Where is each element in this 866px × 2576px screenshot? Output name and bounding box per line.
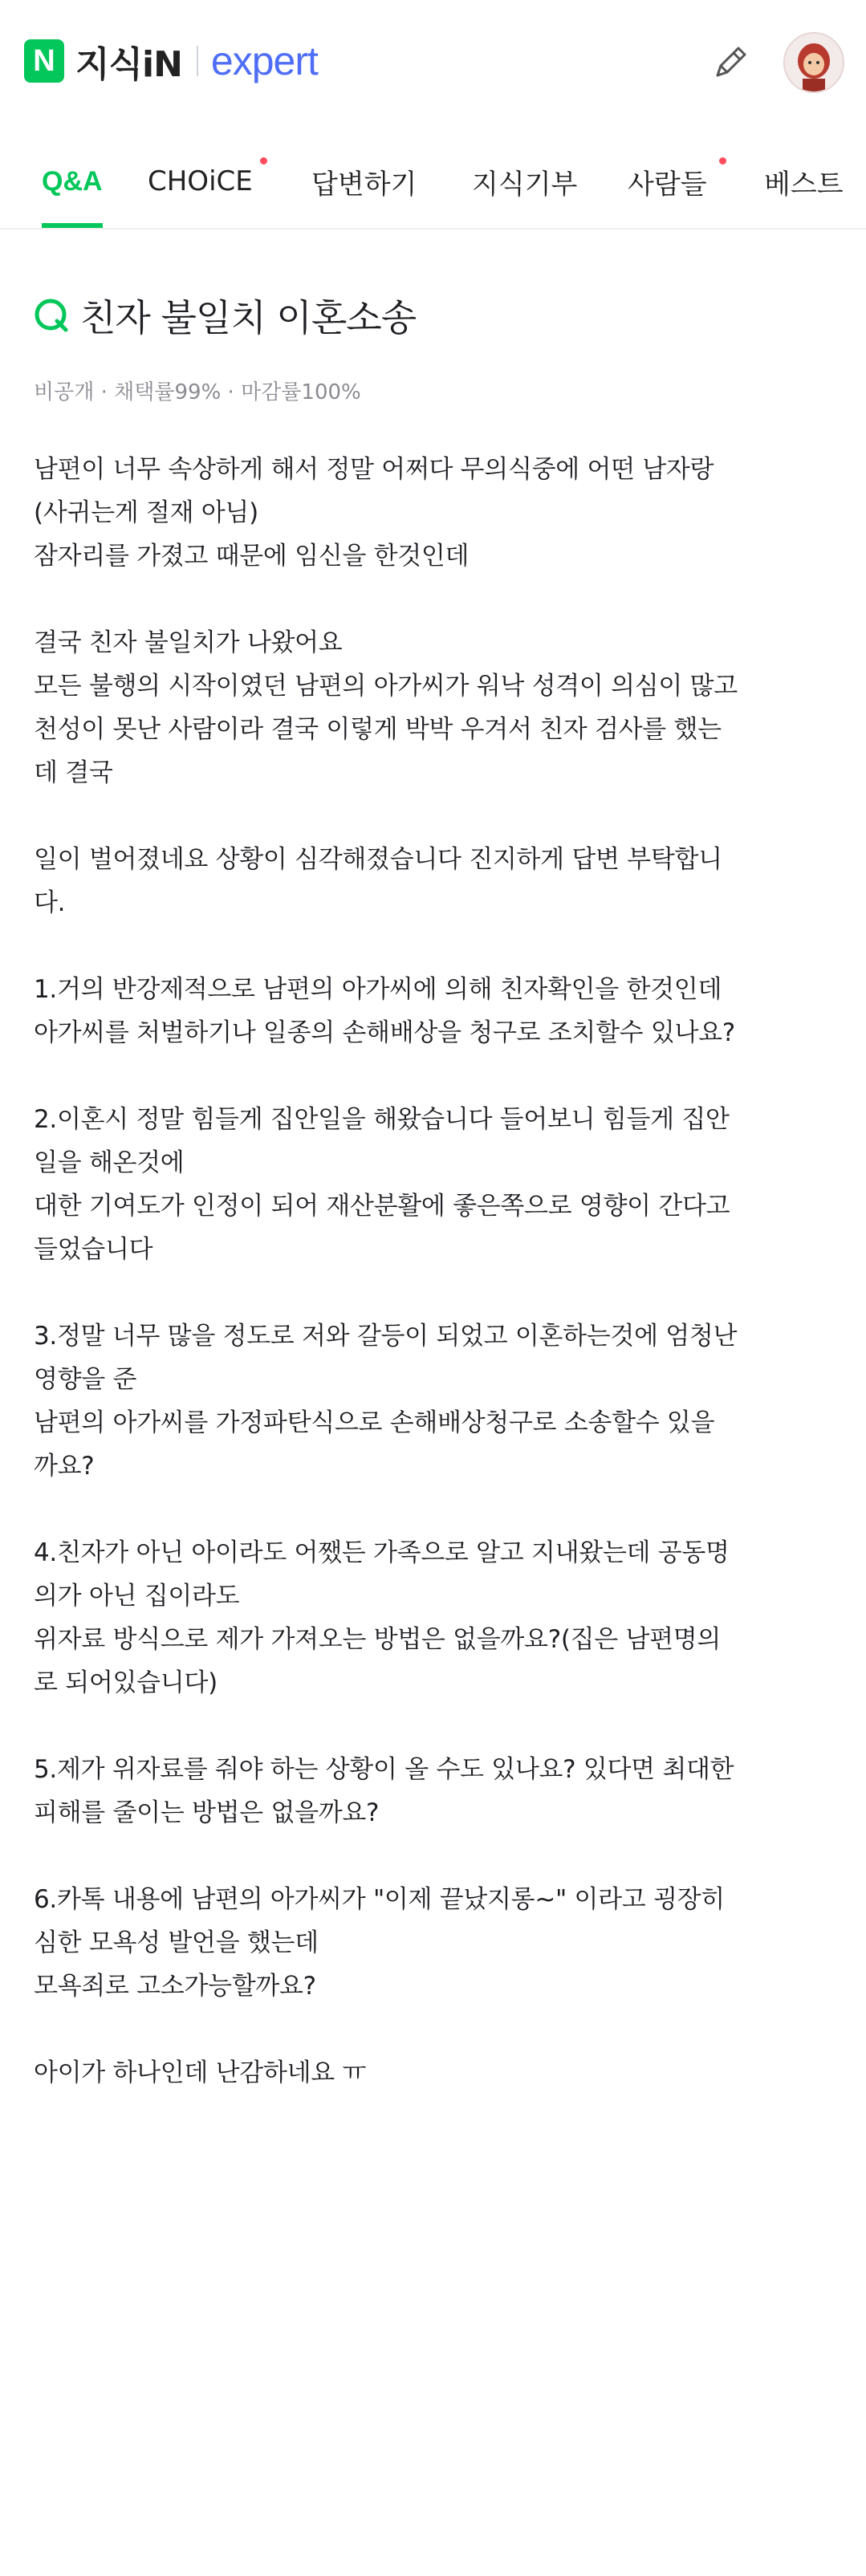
question-title-text: 친자 불일치 이혼소송 — [80, 296, 417, 339]
body-line: 모든 불행의 시작이였던 남편의 아가씨가 워낙 성격이 의심이 많고 — [34, 672, 738, 701]
body-paragraph — [34, 621, 836, 794]
body-line: 남편의 아가씨를 가정파탄식으로 손해배상청구로 소송할수 있을 — [34, 1408, 715, 1437]
body-paragraph — [34, 1314, 836, 1488]
body-paragraph — [34, 2051, 836, 2095]
new-dot-icon — [719, 157, 726, 165]
body-line: 다. — [34, 888, 66, 917]
main-tabs — [0, 138, 866, 230]
body-paragraph — [34, 1748, 836, 1834]
body-line: 영향을 준 — [34, 1365, 137, 1394]
body-paragraph — [34, 1098, 836, 1271]
body-line: 3.정말 너무 많을 정도로 저와 갈등이 되었고 이혼하는것에 엄청난 — [34, 1322, 738, 1351]
body-paragraph — [34, 838, 836, 924]
body-line: 아가씨를 처벌하기나 일종의 손해배상을 청구로 조치할수 있나요? — [34, 1018, 735, 1047]
question-title — [32, 289, 416, 342]
avatar[interactable] — [783, 32, 844, 93]
tab-qna[interactable] — [42, 138, 103, 225]
body-line: 일을 해온것에 — [34, 1148, 185, 1177]
body-line: 대한 기여도가 인정이 되어 재산분활에 좋은쪽으로 영향이 간다고 — [34, 1192, 730, 1221]
tab-donate[interactable] — [472, 138, 577, 225]
pencil-icon[interactable] — [709, 42, 751, 83]
logo[interactable] — [24, 35, 318, 87]
body-line: 2.이혼시 정말 힘들게 집안일을 해왔습니다 들어보니 힘들게 집안 — [34, 1105, 730, 1134]
logo-divider — [197, 46, 198, 76]
user-avatar-icon — [785, 34, 843, 91]
tab-best[interactable] — [764, 138, 844, 225]
tab-label: 지식기부 — [472, 168, 578, 201]
tab-label: CHOiCE — [148, 165, 253, 197]
body-line: 심한 모욕성 발언을 했는데 — [34, 1928, 319, 1957]
new-dot-icon — [260, 157, 267, 165]
body-paragraph — [34, 1878, 836, 2008]
body-line: 아이가 하나인데 난감하네요 ㅠ — [34, 2058, 367, 2087]
body-line: 로 되어있습니다) — [34, 1668, 218, 1697]
body-line: 데 결국 — [34, 758, 113, 787]
tab-label: 베스트 — [764, 168, 844, 201]
question-meta: 비공개 · 채택률99% · 마감률100% — [34, 380, 361, 404]
body-line: 6.카톡 내용에 남편의 아가씨가 "이제 끝났지롱~" 이라고 굉장히 — [34, 1885, 725, 1914]
body-line: 결국 친자 불일치가 나왔어요 — [34, 628, 343, 657]
body-paragraph — [34, 968, 836, 1054]
body-line: 모욕죄로 고소가능할까요? — [34, 1972, 316, 2001]
body-line: 잠자리를 가졌고 때문에 임신을 한것인데 — [34, 542, 470, 571]
service-name: 지식iN — [75, 44, 182, 85]
tab-label: Q&A — [42, 165, 103, 197]
body-paragraph — [34, 1531, 836, 1704]
body-line: (사귀는게 절재 아님) — [34, 498, 258, 527]
tab-choice[interactable] — [148, 138, 253, 225]
body-line: 위자료 방식으로 제가 가져오는 방법은 없을까요?(집은 남편명의 — [34, 1625, 722, 1654]
body-line: 일이 벌어졌네요 상황이 심각해졌습니다 진지하게 답변 부탁합니 — [34, 845, 722, 874]
body-paragraph — [34, 448, 836, 578]
expert-brand: expert — [210, 39, 318, 83]
body-line: 1.거의 반강제적으로 남편의 아가씨에 의해 친자확인을 한것인데 — [34, 975, 722, 1004]
body-line: 남편이 너무 속상하게 해서 정말 어쩌다 무의식중에 어떤 남자랑 — [34, 455, 714, 484]
question-q-icon — [32, 296, 71, 335]
question-body — [34, 448, 836, 2138]
tab-label: 사람들 — [628, 168, 707, 201]
tab-label: 답변하기 — [311, 168, 417, 201]
body-line: 5.제가 위자료를 줘야 하는 상황이 올 수도 있나요? 있다면 최대한 — [34, 1755, 734, 1784]
body-line: 까요? — [34, 1452, 95, 1481]
app-header — [0, 0, 866, 138]
body-line: 들었습니다 — [34, 1235, 153, 1264]
body-line: 천성이 못난 사람이라 결국 이렇게 박박 우겨서 친자 검사를 했는 — [34, 715, 722, 744]
body-line: 4.친자가 아닌 아이라도 어쨌든 가족으로 알고 지내왔는데 공동명 — [34, 1538, 730, 1567]
body-line: 의가 아닌 집이라도 — [34, 1582, 240, 1611]
tab-answer[interactable] — [311, 138, 417, 225]
tab-people[interactable] — [628, 138, 707, 225]
body-line: 피해를 줄이는 방법은 없을까요? — [34, 1798, 380, 1827]
naver-n-logo: N — [24, 39, 64, 83]
